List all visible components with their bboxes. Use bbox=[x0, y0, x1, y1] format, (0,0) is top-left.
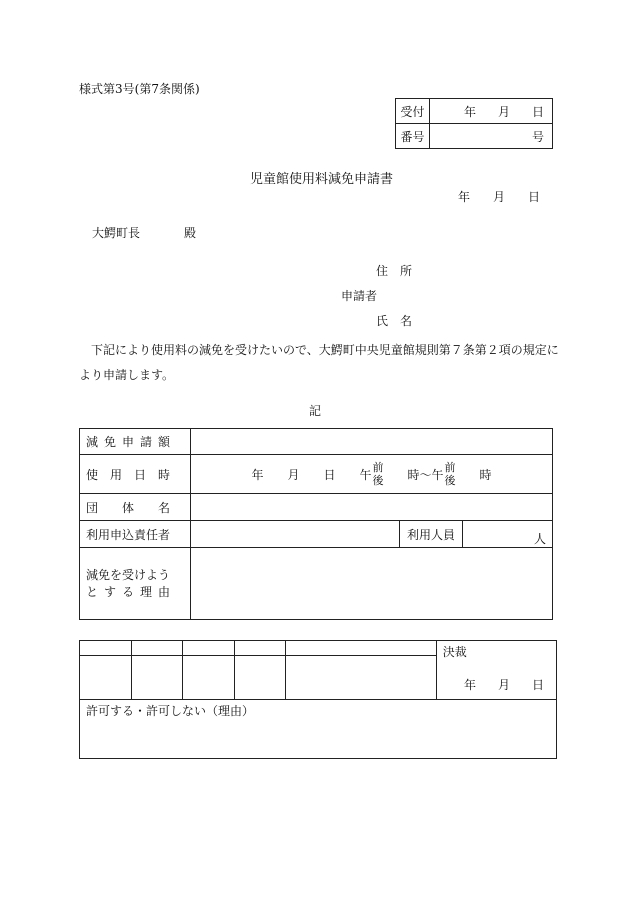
user-count-field[interactable] bbox=[463, 521, 553, 548]
day-unit: 日 bbox=[323, 467, 336, 482]
usage-datetime-label: 使 用 日 時 bbox=[80, 455, 191, 494]
year-unit: 年 bbox=[458, 190, 471, 204]
stamp-header bbox=[286, 641, 437, 656]
addressee-name: 大鰐町長 bbox=[92, 226, 141, 240]
received-date-field[interactable] bbox=[430, 99, 553, 124]
exemption-amount-field[interactable] bbox=[191, 429, 553, 455]
stamp-header bbox=[131, 641, 183, 656]
person-unit: 人 bbox=[533, 532, 546, 546]
group-name-field[interactable] bbox=[191, 494, 553, 521]
pm-prefix: 午 bbox=[359, 467, 372, 482]
kessai-label: 決裁 bbox=[442, 645, 467, 659]
table-row bbox=[80, 700, 557, 759]
addressee-honorific: 殿 bbox=[184, 226, 197, 240]
group-name-label: 団 体 名 bbox=[80, 494, 191, 521]
responsible-person-label: 利用申込責任者 bbox=[80, 521, 191, 548]
stamp-box[interactable] bbox=[131, 656, 183, 700]
receipt-box bbox=[395, 98, 553, 149]
month-unit: 月 bbox=[493, 190, 506, 204]
reason-label: 減免を受けよう と す る 理 由 bbox=[80, 548, 191, 620]
kessai-cell[interactable] bbox=[436, 641, 556, 700]
responsible-person-field[interactable] bbox=[191, 521, 400, 548]
stamp-header bbox=[234, 641, 286, 656]
table-row bbox=[80, 494, 553, 521]
received-label: 受付 bbox=[396, 99, 430, 124]
year-unit: 年 bbox=[463, 104, 476, 119]
number-suffix: 号 bbox=[531, 129, 544, 144]
stamp-box[interactable] bbox=[80, 656, 132, 700]
am-pm-choice: 前 後 bbox=[372, 461, 384, 487]
application-table bbox=[79, 428, 553, 620]
am-pm-choice: 前 後 bbox=[444, 461, 456, 487]
applicant-label: 申請者 bbox=[341, 289, 378, 303]
stamp-box[interactable] bbox=[183, 656, 235, 700]
document-title: 児童館使用料減免申請書 bbox=[250, 172, 394, 187]
stamp-header bbox=[80, 641, 132, 656]
year-unit: 年 bbox=[251, 467, 264, 482]
ki-heading: 記 bbox=[309, 404, 322, 418]
permit-label: 許可する・許可しない（理由） bbox=[86, 704, 255, 718]
form-number: 様式第3号(第7条関係) bbox=[79, 82, 200, 96]
table-row bbox=[80, 521, 553, 548]
month-unit: 月 bbox=[497, 104, 510, 119]
reason-field[interactable] bbox=[191, 548, 553, 620]
body-text-line1: 下記により使用料の減免を受けたいので、大鰐町中央児童館規則第７条第２項の規定に bbox=[79, 343, 559, 357]
month-unit: 月 bbox=[287, 467, 300, 482]
hour-unit: 時 bbox=[479, 467, 492, 482]
hour-to: 時〜午 bbox=[407, 467, 444, 482]
table-row bbox=[80, 548, 553, 620]
application-date[interactable] bbox=[458, 188, 540, 205]
name-label: 氏 名 bbox=[376, 314, 413, 328]
approval-table bbox=[79, 640, 557, 759]
address-label: 住 所 bbox=[376, 264, 413, 278]
table-row bbox=[80, 641, 557, 656]
day-unit: 日 bbox=[528, 190, 541, 204]
number-field[interactable] bbox=[430, 124, 553, 149]
stamp-box[interactable] bbox=[286, 656, 437, 700]
exemption-amount-label: 減 免 申 請 額 bbox=[80, 429, 191, 455]
table-row bbox=[80, 455, 553, 494]
permit-field[interactable] bbox=[80, 700, 557, 759]
table-row bbox=[80, 429, 553, 455]
number-label: 番号 bbox=[396, 124, 430, 149]
kessai-date: 年 月 日 bbox=[463, 678, 544, 692]
day-unit: 日 bbox=[531, 104, 544, 119]
body-text-line2: より申請します。 bbox=[79, 368, 175, 382]
stamp-header bbox=[183, 641, 235, 656]
user-count-label: 利用人員 bbox=[400, 521, 463, 548]
stamp-box[interactable] bbox=[234, 656, 286, 700]
usage-datetime-field[interactable] bbox=[191, 455, 553, 494]
